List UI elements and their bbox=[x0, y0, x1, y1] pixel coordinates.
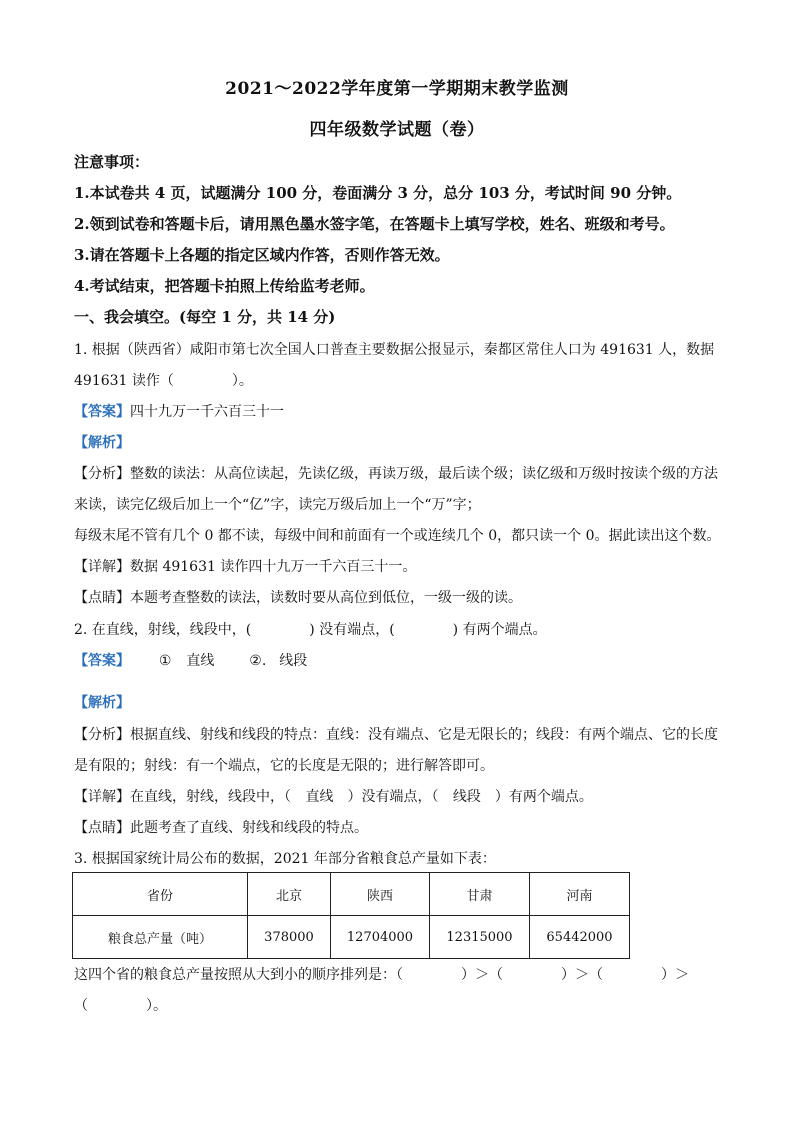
q2-detail-b: ）没有端点，（ bbox=[347, 789, 439, 805]
q1-comment bbox=[74, 587, 522, 607]
q2-ans1: 直线 bbox=[186, 653, 215, 669]
q2-analysis-line1 bbox=[74, 724, 718, 744]
q2-stem bbox=[74, 619, 547, 639]
detail-tag: 【详解】 bbox=[74, 789, 130, 805]
notice-item-3: 3.请在答题卡上各题的指定区域内作答，否则作答无效。 bbox=[74, 246, 450, 264]
q1-analysis-line2: 来读，读完亿级后加上一个“亿”字，读完万级后加上一个“万”字； bbox=[74, 497, 481, 513]
q2-detail-word2: 线段 bbox=[452, 789, 481, 805]
table-cell: 378000 bbox=[248, 916, 331, 959]
grain-output-table bbox=[72, 872, 630, 959]
q1-stem-line2 bbox=[74, 370, 253, 390]
table-cell: 65442000 bbox=[530, 916, 630, 959]
section-heading: 一、我会填空。(每空 1 分，共 14 分) bbox=[74, 308, 336, 326]
q1-stem-end: ）。 bbox=[231, 373, 253, 389]
q1-analysis-text-a: 整数的读法：从高位读起，先读亿级，再读万级，最后读个级；读亿级和万级时按读个级的方法 bbox=[130, 466, 718, 482]
q1-stem-text: 491631 读作（ bbox=[74, 373, 174, 389]
analysis-tag: 【分析】 bbox=[74, 466, 130, 482]
q2-detail bbox=[74, 786, 593, 806]
exam-title: 2021～2022学年度第一学期期末教学监测 bbox=[225, 79, 569, 99]
q2-answer bbox=[74, 650, 307, 670]
q3-order-line2 bbox=[74, 995, 167, 1015]
q3-stem: 3. 根据国家统计局公布的数据，2021 年部分省粮食总产量如下表： bbox=[74, 851, 496, 867]
q3-order-text: 这四个省的粮食总产量按照从大到小的顺序排列是：（ bbox=[74, 967, 403, 983]
q1-detail-text: 数据 491631 读作四十九万一千六百三十一。 bbox=[130, 559, 417, 575]
q2-detail-word1: 直线 bbox=[305, 789, 334, 805]
q1-comment-text: 本题考查整数的读法，读数时要从高位到低位，一级一级的读。 bbox=[130, 590, 522, 606]
answer-tag: 【答案】 bbox=[74, 653, 130, 669]
notice-heading: 注意事项： bbox=[74, 153, 150, 171]
q2-analysis-text-a: 根据直线、射线和线段的特点：直线：没有端点、它是无限长的；线段：有两个端点、它的长度 bbox=[130, 727, 718, 743]
comment-tag: 【点睛】 bbox=[74, 820, 130, 836]
notice-item-1: 1.本试卷共 4 页，试题满分 100 分，卷面满分 3 分，总分 103 分，考试时间 90 分钟。 bbox=[74, 184, 682, 202]
table-row bbox=[73, 916, 630, 959]
q2-analysis-line2: 是有限的；射线：有一个端点，它的长度是无限的；进行解答即可。 bbox=[74, 758, 494, 774]
q2-stem-b: ) 没有端点，( bbox=[309, 622, 395, 638]
q3-gt-1: ）＞（ bbox=[461, 967, 503, 983]
q1-detail bbox=[74, 556, 416, 576]
q2-ans2: 线段 bbox=[279, 653, 308, 669]
table-cell: 粮食总产量（吨） bbox=[73, 916, 248, 959]
answer-tag: 【答案】 bbox=[74, 404, 130, 420]
notice-item-2: 2.领到试卷和答题卡后，请用黑色墨水签字笔，在答题卡上填写学校，姓名、班级和考号。 bbox=[74, 215, 675, 233]
q1-answer-text: 四十九万一千六百三十一 bbox=[130, 404, 284, 420]
q3-order-line1 bbox=[74, 964, 689, 984]
comment-tag: 【点睛】 bbox=[74, 590, 130, 606]
detail-tag: 【详解】 bbox=[74, 559, 130, 575]
q2-comment-text: 此题考查了直线、射线和线段的特点。 bbox=[130, 820, 368, 836]
q3-order-end: ）＞ bbox=[661, 967, 689, 983]
table-header-cell: 北京 bbox=[248, 873, 331, 916]
q2-ans2-mark: ②. bbox=[249, 653, 267, 669]
q3-line2-close: ）。 bbox=[146, 998, 167, 1014]
q1-jiexi bbox=[74, 432, 130, 452]
analysis-tag: 【分析】 bbox=[74, 727, 130, 743]
q1-answer bbox=[74, 401, 284, 421]
table-header-cell: 陕西 bbox=[331, 873, 430, 916]
q3-gt-2: ）＞（ bbox=[561, 967, 603, 983]
jiexi-tag: 【解析】 bbox=[74, 695, 130, 711]
table-header-row bbox=[73, 873, 630, 916]
exam-subtitle: 四年级数学试题（卷） bbox=[309, 120, 485, 140]
jiexi-tag: 【解析】 bbox=[74, 435, 130, 451]
q2-jiexi bbox=[74, 692, 130, 712]
q1-analysis-line1 bbox=[74, 463, 718, 483]
q3-line2-open: （ bbox=[74, 998, 88, 1014]
q2-detail-a: 在直线，射线，线段中，（ bbox=[130, 789, 291, 805]
q2-stem-c: ) 有两个端点。 bbox=[452, 622, 547, 638]
table-cell: 12704000 bbox=[331, 916, 430, 959]
q1-analysis-line3: 每级末尾不管有几个 0 都不读，每级中间和前面有一个或连续几个 0，都只读一个 0。据此读出这个数。 bbox=[74, 528, 721, 544]
q1-stem-line1: 1. 根据（陕西省）咸阳市第七次全国人口普查主要数据公报显示，秦都区常住人口为 491631 人，数据 bbox=[74, 342, 715, 358]
table-header-cell: 省份 bbox=[73, 873, 248, 916]
q2-comment bbox=[74, 817, 368, 837]
q2-detail-c: ）有两个端点。 bbox=[494, 789, 593, 805]
q2-ans1-mark: ① bbox=[158, 653, 172, 669]
table-header-cell: 河南 bbox=[530, 873, 630, 916]
table-header-cell: 甘肃 bbox=[430, 873, 530, 916]
notice-item-4: 4.考试结束，把答题卡拍照上传给监考老师。 bbox=[74, 277, 375, 295]
table-cell: 12315000 bbox=[430, 916, 530, 959]
q2-stem-a: 2. 在直线，射线，线段中，( bbox=[74, 622, 252, 638]
